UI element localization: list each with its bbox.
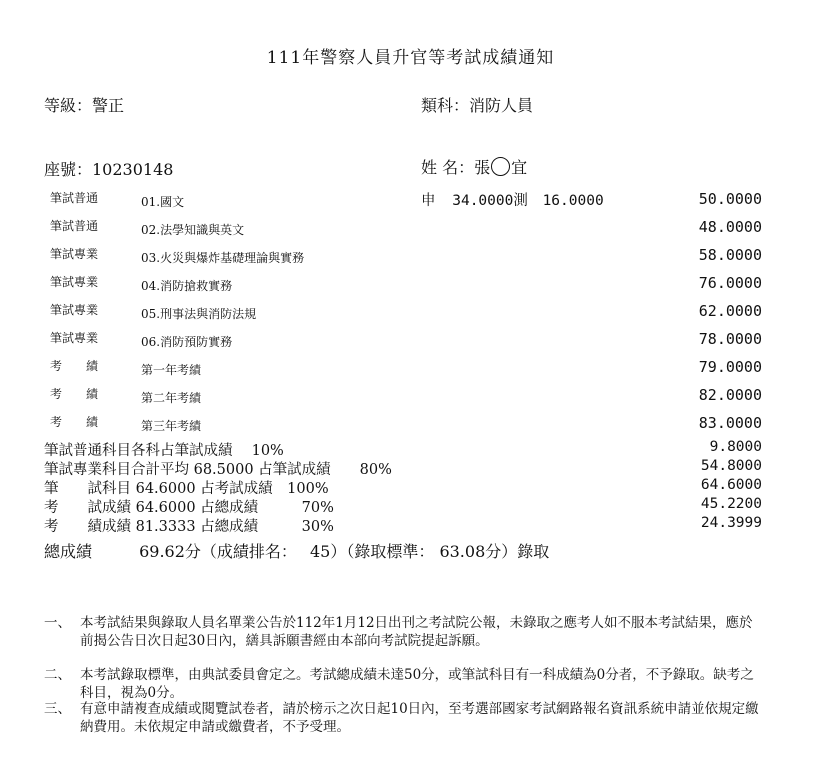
note-marker: 一、 <box>44 615 71 631</box>
subject-type: 筆試專業 <box>50 303 99 317</box>
masked-character-circle <box>491 157 510 176</box>
calculation-label: 考 績成績 81.3333 占總成績 30% <box>44 519 334 535</box>
subject-name: 02.法學知識與英文 <box>141 223 245 237</box>
subject-score: 76.0000 <box>698 274 762 292</box>
name-field <box>421 155 527 178</box>
calculation-label: 筆 試科目 64.6000 占考試成績 100% <box>44 481 329 497</box>
calculation-label: 筆試專業科目合計平均 68.5000 占筆試成績 80% <box>44 462 392 478</box>
subject-name: 05.刑事法與消防法規 <box>141 307 257 321</box>
calculation-value: 9.8000 <box>709 439 762 455</box>
subject-name: 06.消防預防實務 <box>141 335 233 349</box>
subject-score: 58.0000 <box>698 246 762 264</box>
subject-name: 01.國文 <box>141 195 185 209</box>
subject-type: 考 績 <box>50 387 99 401</box>
subject-score: 50.0000 <box>698 190 762 208</box>
calculation-value: 24.3999 <box>700 515 762 531</box>
subject-type: 考 績 <box>50 415 99 429</box>
subject-name: 第一年考績 <box>141 363 202 377</box>
calculation-value: 64.6000 <box>700 477 762 493</box>
subject-type: 筆試專業 <box>50 275 99 289</box>
subject-score: 79.0000 <box>698 358 762 376</box>
subject-score: 62.0000 <box>698 302 762 320</box>
subject-type: 考 績 <box>50 359 99 373</box>
name-last-char: 宜 <box>511 158 528 177</box>
measured-label: 測 <box>513 193 528 209</box>
name-first-char: 張 <box>474 158 491 177</box>
subject-type: 筆試普通 <box>50 191 99 205</box>
subject-score: 83.0000 <box>698 414 762 432</box>
note-marker: 三、 <box>44 701 71 717</box>
note-text: 本考試結果與錄取人員名單業公告於112年1月12日出刊之考試院公報，未錄取之應考人如不服本考試結果，應於前揭公告日次日起30日內，繕具訴願書經由本部向考試院提起訴願。 <box>80 615 753 649</box>
applied-label: 申 <box>421 193 436 209</box>
name-label: 姓 名： <box>421 158 475 177</box>
appeal-row <box>421 189 604 210</box>
total-detail: 69.62分（成績排名： 45）（錄取標準： 63.08分）錄取 <box>139 542 550 561</box>
subject-type: 筆試專業 <box>50 331 99 345</box>
note-marker: 二、 <box>44 667 71 683</box>
subject-score: 78.0000 <box>698 330 762 348</box>
category-field: 類科：消防人員 <box>421 96 534 115</box>
note-text: 本考試錄取標準，由典試委員會定之。考試總成績未達50分，或筆試科目有一科成績為0分者，不予錄取。缺考之科目，視為0分。 <box>80 667 754 701</box>
subject-score: 82.0000 <box>698 386 762 404</box>
subject-name: 03.火災與爆炸基礎理論與實務 <box>141 251 305 265</box>
calculation-label: 筆試普通科目各科占筆試成績 10% <box>44 443 284 459</box>
subject-type: 筆試專業 <box>50 247 99 261</box>
applied-value: 34.0000 <box>452 193 514 209</box>
total-score-row <box>44 539 549 562</box>
grade-field: 等級：警正 <box>44 96 125 115</box>
document-title: 111年警察人員升官等考試成績通知 <box>266 48 555 68</box>
total-label: 總成績 <box>44 542 93 561</box>
calculation-value: 54.8000 <box>700 458 762 474</box>
note-text: 有意申請複查成績或閱覽試卷者，請於榜示之次日起10日內，至考選部國家考試網路報名資訊系統申請並依規定繳納費用。未依規定申請或繳費者，不予受理。 <box>80 701 759 735</box>
subject-name: 第二年考績 <box>141 391 202 405</box>
subject-name: 第三年考績 <box>141 419 202 433</box>
subject-type: 筆試普通 <box>50 219 99 233</box>
calculation-value: 45.2200 <box>700 496 762 512</box>
calculation-label: 考 試成績 64.6000 占總成績 70% <box>44 500 334 516</box>
measured-value: 16.0000 <box>542 193 604 209</box>
seat-number-field: 座號：10230148 <box>44 160 174 179</box>
subject-name: 04.消防搶救實務 <box>141 279 233 293</box>
subject-score: 48.0000 <box>698 218 762 236</box>
